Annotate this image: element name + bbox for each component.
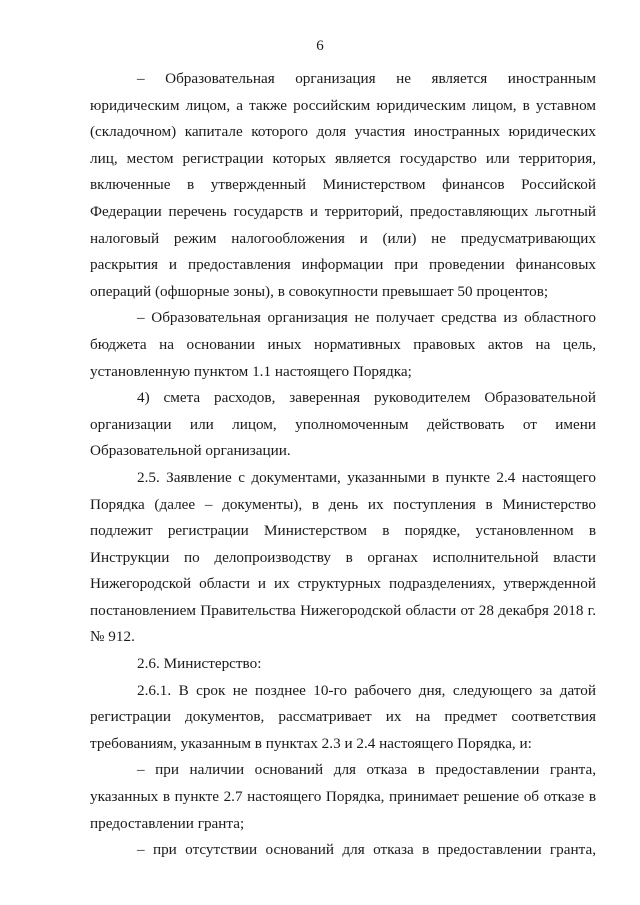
paragraph: 2.6. Министерство: [137, 655, 262, 673]
paragraph: – Образовательная организация не является иностранным юридическим лицом, а также российским юридическим лицом, в уставном (складочном) капитале которого доля участия иностранных юридических лиц, местом регистрации которых является государство или территория, включенные в утвержденный Министерством финансов Российской Федерации перечень государств и территорий, предоставляющих льготный налоговый режим налогообложения и (или) не предусматривающих раскрытия и предоставления информации при проведении финансовых операций (офшорные зоны), в совокупности превышает 50 процентов; [90, 70, 596, 300]
paragraph: 2.6.1. В срок не позднее 10-го рабочего дня, следующего за датой регистрации документов, рассматривает их на предмет соответствия требованиям, указанным в пунктах 2.3 и 2.4 настоящего Порядка, и: [90, 681, 596, 752]
paragraph: – при наличии оснований для отказа в предоставлении гранта, указанных в пункте 2.7 настоящего Порядка, принимает решение об отказе в предоставлении гранта; [90, 761, 596, 832]
paragraph: – Образовательная организация не получает средства из областного бюджета на основании иных нормативных правовых актов на цель, установленную пунктом 1.1 настоящего Порядка; [90, 309, 596, 380]
paragraph: 2.5. Заявление с документами, указанными в пункте 2.4 настоящего Порядка (далее – документы), в день их поступления в Министерство подлежит регистрации Министерством в порядке, установленном в Инструкции по делопроизводству в органах исполнительной власти Нижегородской области и их структурных подразделениях, утвержденной постановлением Правительства Нижегородской области от 28 декабря 2018 г. № 912. [90, 468, 596, 646]
document-body [90, 66, 596, 864]
paragraph: 4) смета расходов, заверенная руководителем Образовательной организации или лицом, уполномоченным действовать от имени Образовательной организации. [90, 389, 596, 460]
page-number: 6 [316, 38, 324, 54]
paragraph-last: – при отсутствии оснований для отказа в предоставлении гранта, [137, 841, 596, 859]
